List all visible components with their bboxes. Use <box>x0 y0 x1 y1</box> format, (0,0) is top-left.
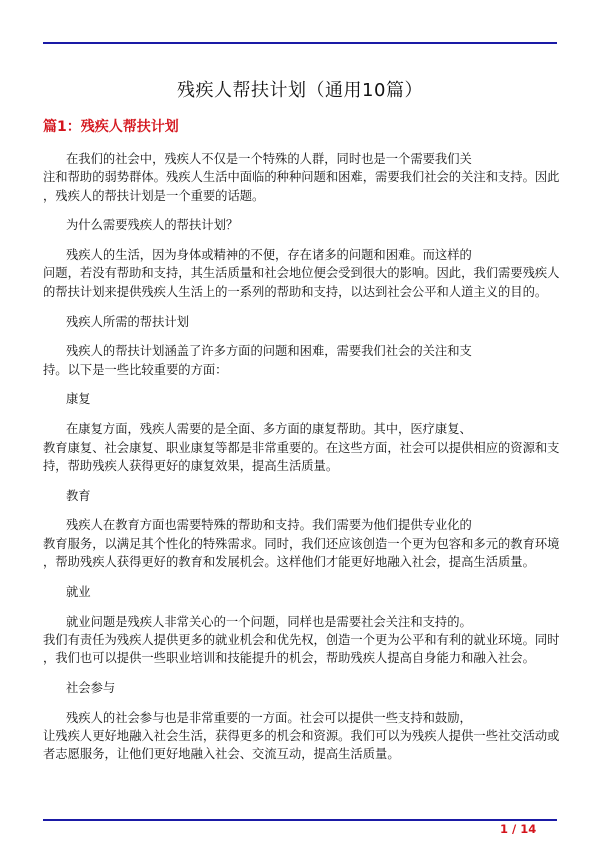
text-line: 残疾人在教育方面也需要特殊的帮助和支持。我们需要为他们提供专业化的 <box>66 518 472 533</box>
text-line: 残疾人的帮扶计划涵盖了许多方面的问题和困难，需要我们社会的关注和支 <box>66 344 472 359</box>
paragraph <box>43 613 559 668</box>
paragraph <box>43 246 559 301</box>
text-line: 在我们的社会中，残疾人不仅是一个特殊的人群，同时也是一个需要我们关 <box>66 152 472 166</box>
text-line: 问题，若没有帮助和支持，其生活质量和社会地位便会受到很大的影响。因此，我们需要残疾人 <box>43 266 560 281</box>
text-line: 的帮扶计划来提供残疾人生活上的一系列的帮助和支持，以达到社会公平和人道主义的目的。 <box>43 284 548 299</box>
section-heading: 篇1：残疾人帮扶计划 <box>43 119 179 135</box>
footer-rule <box>43 819 557 821</box>
text-line: 就业问题是残疾人非常关心的一个问题，同样也是需要社会关注和支持的。 <box>66 614 472 629</box>
text-line: 注和帮助的弱势群体。残疾人生活中面临的种种问题和困难，需要我们社会的关注和支持。因此 <box>43 170 560 185</box>
document-body <box>43 150 559 775</box>
text-line: 持。以下是一些比较重要的方面： <box>43 362 228 377</box>
text-line: 让残疾人更好地融入社会生活，获得更多的机会和资源。我们可以为残疾人提供一些社交活动或 <box>43 729 560 744</box>
text-line: 残疾人的社会参与也是非常重要的一方面。社会可以提供一些支持和鼓励， <box>66 710 472 725</box>
paragraph <box>43 709 559 764</box>
page-number: 1 / 14 <box>500 822 537 836</box>
text-line: ，帮助残疾人获得更好的教育和发展机会。这样他们才能更好地融入社会，提高生活质量。 <box>43 555 535 570</box>
header-rule <box>43 42 557 44</box>
text-line: 教育康复、社会康复、职业康复等都是非常重要的。在这些方面，社会可以提供相应的资源和支 <box>43 440 560 455</box>
subheading <box>43 390 559 408</box>
text-line: 康复 <box>66 392 91 407</box>
text-line: 社会参与 <box>66 681 116 696</box>
text-line: 教育 <box>66 488 91 503</box>
paragraph <box>43 420 559 475</box>
subheading <box>43 679 559 697</box>
text-line: 持，帮助残疾人获得更好的康复效果，提高生活质量。 <box>43 458 339 473</box>
subheading <box>43 216 559 234</box>
text-line: ，残疾人的帮扶计划是一个重要的话题。 <box>43 188 265 203</box>
text-line: 残疾人所需的帮扶计划 <box>66 314 189 329</box>
text-line: 教育服务，以满足其个性化的特殊需求。同时，我们还应该创造一个更为包容和多元的教育环境 <box>43 536 560 551</box>
text-line: 残疾人的生活，因为身体或精神的不便，存在诸多的问题和困难。而这样的 <box>66 248 472 263</box>
paragraph <box>43 516 559 571</box>
paragraph <box>43 342 559 379</box>
text-line: ，我们也可以提供一些职业培训和技能提升的机会，帮助残疾人提高自身能力和融入社会。 <box>43 651 535 666</box>
document-title: 残疾人帮扶计划（通用10篇） <box>177 80 423 101</box>
subheading <box>43 487 559 505</box>
subheading <box>43 583 559 601</box>
text-line: 就业 <box>66 584 91 599</box>
text-line: 在康复方面，残疾人需要的是全面、多方面的康复帮助。其中，医疗康复、 <box>66 422 472 437</box>
paragraph <box>43 150 559 205</box>
text-line: 为什么需要残疾人的帮扶计划？ <box>66 218 239 233</box>
text-line: 我们有责任为残疾人提供更多的就业机会和优先权，创造一个更为公平和有利的就业环境。同时 <box>43 632 560 647</box>
text-line: 者志愿服务，让他们更好地融入社会、交流互动，提高生活质量。 <box>43 747 400 762</box>
subheading <box>43 313 559 331</box>
